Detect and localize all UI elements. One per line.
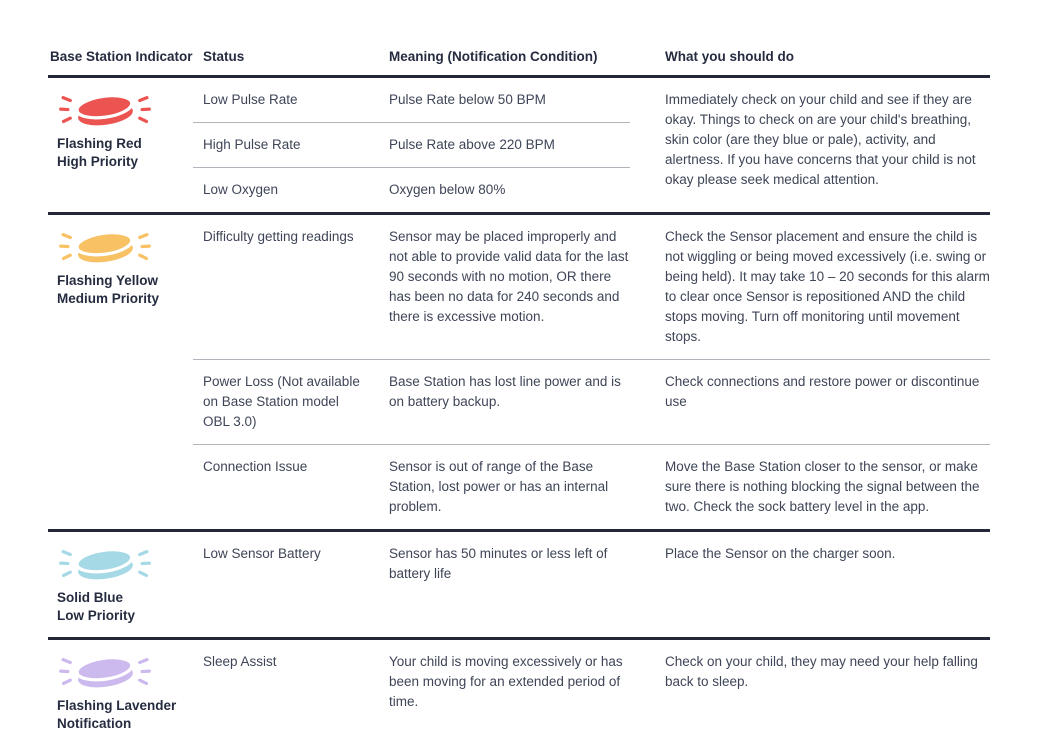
status-cell: Power Loss (Not available on Base Station model OBL 3.0) [203, 374, 360, 429]
flashing-red-disc-icon [57, 91, 153, 131]
indicator-label-red: Flashing Red High Priority [57, 136, 142, 169]
indicator-cell-lavender [48, 640, 193, 745]
table-row [193, 167, 630, 212]
header-status: Status [203, 49, 245, 64]
table-row [193, 444, 990, 529]
section-flashing-yellow [48, 212, 990, 529]
indicator-cell-blue [48, 532, 193, 637]
header-base-station-indicator: Base Station Indicator [50, 49, 193, 64]
table-row [193, 78, 630, 122]
yellow-rows [193, 215, 990, 529]
flashing-lavender-disc-icon [57, 653, 153, 693]
action-cell: Check on your child, they may need your help falling back to sleep. [665, 654, 978, 689]
action-cell: Check connections and restore power or discontinue use [665, 374, 980, 409]
table-row [193, 532, 990, 596]
flashing-yellow-disc-icon [57, 228, 153, 268]
table-header-row [48, 0, 990, 78]
base-station-indicator-table [48, 0, 990, 745]
indicator-label-lavender: Flashing Lavender Notification [57, 698, 177, 731]
action-cell: Place the Sensor on the charger soon. [665, 546, 896, 561]
meaning-cell: Sensor has 50 minutes or less left of battery life [389, 546, 608, 581]
lavender-rows [193, 640, 990, 745]
table-row [193, 215, 990, 359]
header-meaning: Meaning (Notification Condition) [389, 49, 598, 64]
blue-rows [193, 532, 990, 637]
header-what-you-should-do: What you should do [665, 49, 794, 64]
meaning-cell: Base Station has lost line power and is on battery backup. [389, 374, 621, 409]
status-cell: Connection Issue [203, 459, 308, 474]
meaning-cell: Sensor may be placed improperly and not able to provide valid data for the last 90 seconds with no motion, OR there has been no data for 240 seconds and there is excessive motion. [389, 229, 629, 324]
indicator-cell-yellow [48, 215, 193, 529]
section-flashing-lavender [48, 637, 990, 745]
status-cell: Low Sensor Battery [203, 546, 321, 561]
meaning-cell: Your child is moving excessively or has been moving for an extended period of time. [389, 654, 623, 709]
status-cell: High Pulse Rate [203, 137, 301, 152]
meaning-cell: Oxygen below 80% [389, 182, 506, 197]
meaning-cell: Sensor is out of range of the Base Station, lost power or has an internal problem. [389, 459, 609, 514]
meaning-cell: Pulse Rate above 220 BPM [389, 137, 555, 152]
status-cell: Low Oxygen [203, 182, 279, 197]
indicator-label-blue: Solid Blue Low Priority [57, 590, 136, 623]
solid-blue-disc-icon [57, 545, 153, 585]
table-row [193, 640, 990, 724]
action-cell-red: Immediately check on your child and see if they are okay. Things to check on are your child's breathing, skin color (are they blue or pale), activity, and alertness. If you have concerns that your child is not okay please seek medical attention. [665, 92, 976, 187]
table-row [193, 122, 630, 167]
indicator-cell-red [48, 78, 193, 212]
status-cell: Low Pulse Rate [203, 92, 298, 107]
action-cell: Move the Base Station closer to the sensor, or make sure there is nothing blocking the signal between the two. Check the sock battery level in the app. [665, 459, 980, 514]
section-flashing-red [48, 78, 990, 212]
status-cell: Sleep Assist [203, 654, 277, 669]
red-status-meaning-rows [193, 78, 630, 212]
indicator-label-yellow: Flashing Yellow Medium Priority [57, 273, 160, 306]
action-cell: Check the Sensor placement and ensure the child is not wiggling or being moved excessively (i.e. swing or being held). It may take 10 – 20 seconds for this alarm to clear once Sensor is repositioned AND the child stops moving. Turn off monitoring until movement stops. [665, 229, 990, 344]
section-solid-blue [48, 529, 990, 637]
status-cell: Difficulty getting readings [203, 229, 354, 244]
meaning-cell: Pulse Rate below 50 BPM [389, 92, 546, 107]
table-row [193, 359, 990, 444]
